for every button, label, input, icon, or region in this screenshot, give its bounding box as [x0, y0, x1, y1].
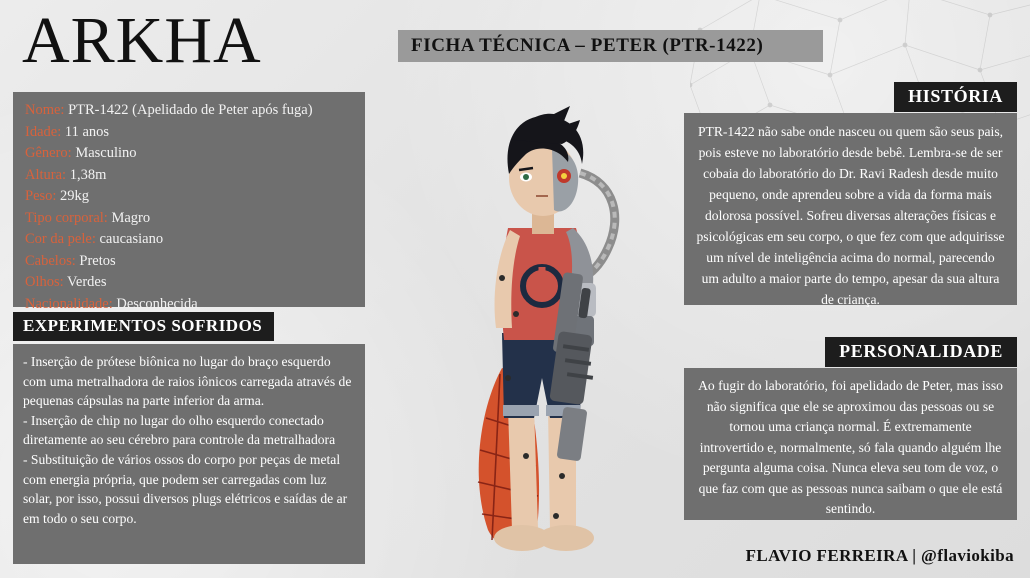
info-key: Idade:: [25, 123, 62, 140]
info-row: [25, 251, 355, 273]
info-value: PTR-1422 (Apelidado de Peter após fuga): [68, 102, 313, 118]
info-value: 29kg: [60, 188, 90, 204]
page-title: ARKHA: [22, 4, 262, 77]
info-key: Altura:: [25, 166, 67, 183]
info-value: Desconhecida: [116, 295, 198, 312]
info-value: 11 anos: [64, 123, 110, 140]
info-key: Gênero:: [25, 145, 72, 161]
info-row: [25, 100, 355, 122]
experiment-item: - Inserção de chip no lugar do olho esquerdo conectado diretamente ao seu cérebro para controle da metralhadora: [23, 412, 336, 448]
info-key: Cor da pele:: [25, 231, 96, 247]
author-credit: FLAVIO FERREIRA | @flaviokiba: [745, 546, 1014, 565]
info-row: [25, 272, 355, 294]
character-info-panel: [13, 92, 365, 312]
info-row: [25, 208, 355, 230]
personalidade-heading: PERSONALIDADE: [825, 337, 1017, 367]
info-row: [25, 186, 355, 208]
info-key: Cabelos:: [25, 252, 76, 269]
ficha-tecnica-bar: FICHA TÉCNICA – PETER (PTR-1422): [398, 30, 823, 62]
character-illustration: [430, 78, 660, 558]
info-value: Magro: [111, 209, 151, 226]
info-row: [25, 122, 355, 144]
info-key: Nome:: [25, 102, 65, 118]
info-row: [25, 143, 355, 165]
historia-panel: PTR-1422 não sabe onde nasceu ou quem são seus pais, pois esteve no laboratório desde bebê. Lembra-se de ser cobaia do laboratório do Dr. Ravi Radesh desde muito pequeno, onde aprendeu sobre a vida da forma mais dolorosa possível. Sofreu diversas alterações físicas e psicológicas em seu corpo, o que fez com que adquirisse um nível de inteligência acima do normal, parecendo um adulto a maior parte do tempo, apesar da sua altura de criança.: [684, 113, 1017, 305]
experiment-item: - Substituição de vários ossos do corpo por peças de metal com energia própria, que podem ser carregadas com luz solar, por isso, possui diversos plugs elétricos e saídas de ar em todo o seu corpo.: [23, 451, 348, 526]
info-key: Peso:: [25, 188, 57, 204]
info-key: Tipo corporal:: [25, 209, 108, 226]
info-value: Pretos: [79, 252, 116, 269]
experiments-panel: [13, 344, 365, 564]
experiment-item: - Inserção de prótese biônica no lugar do braço esquerdo com uma metralhadora de raios iônicos carregada através de pequenas cápsulas na parte inferior da arma.: [23, 354, 352, 409]
info-key: Olhos:: [25, 274, 64, 290]
info-key: Nacionalidade:: [25, 295, 113, 312]
historia-heading: HISTÓRIA: [894, 82, 1017, 112]
info-value: Masculino: [75, 145, 137, 161]
info-value: caucasiano: [99, 231, 164, 247]
info-value: 1,38m: [69, 166, 107, 183]
experiments-heading: EXPERIMENTOS SOFRIDOS: [13, 312, 274, 341]
personalidade-panel: Ao fugir do laboratório, foi apelidado de Peter, mas isso não significa que ele se aproximou das pessoas ou se tornou uma criança normal. É extremamente introvertido e, normalmente, só fala quando alguém lhe pergunta alguma coisa. Nunca eleva seu tom de voz, o que faz com que as pessoas nunca saibam o que ele está sentindo.: [684, 368, 1017, 520]
info-row: [25, 229, 355, 251]
info-row: [25, 165, 355, 187]
info-value: Verdes: [67, 274, 107, 290]
